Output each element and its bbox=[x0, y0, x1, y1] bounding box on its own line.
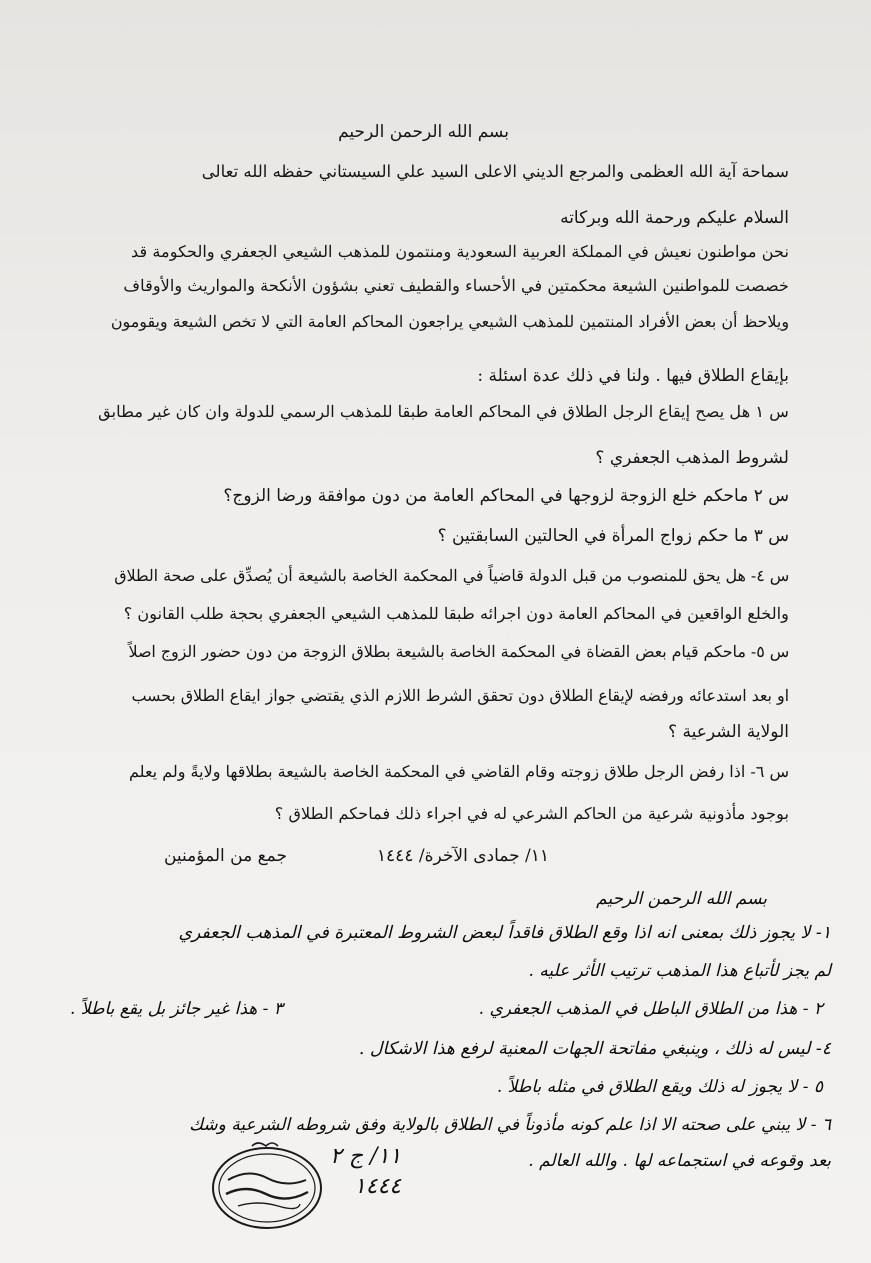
reply-answer-6-cont: بعد وقوعه في استجماعه لها . والله العالم . bbox=[528, 1151, 831, 1171]
reply-answer-3: ٣ - هذا غير جائز بل يقع باطلاً . bbox=[70, 999, 283, 1019]
intro-line: بإيقاع الطلاق فيها . ولنا في ذلك عدة اسئلة : bbox=[477, 366, 789, 386]
question-3: س ٣ ما حكم زواج المرأة في الحالتين السابقتين ؟ bbox=[437, 526, 789, 546]
intro-line: نحن مواطنون نعيش في المملكة العربية السعودية ومنتمون للمذهب الشيعي الجعفري والحكومة قد bbox=[131, 242, 789, 261]
reply-answer-4: ٤- ليس له ذلك ، وينبغي مفاتحة الجهات المعنية لرفع هذا الاشكال . bbox=[358, 1039, 831, 1059]
reply-answer-2: ٢ - هذا من الطلاق الباطل في المذهب الجعفري . bbox=[478, 999, 823, 1019]
basmala: بسم الله الرحمن الرحيم bbox=[338, 122, 509, 142]
reply-date bbox=[330, 1142, 401, 1202]
reply-date-day-month: ١١/ ج ٢ bbox=[330, 1144, 402, 1169]
question-4-cont: والخلع الواقعين في المحاكم العامة دون اجرائه طبقا للمذهب الشيعي الجعفري بحجة طلب القانون ؟ bbox=[123, 604, 789, 623]
reply-answer-6: ٦ - لا يبني على صحته الا اذا علم كونه مأذوناً في الطلاق بالولاية وفق شروطه الشرعية وشك bbox=[189, 1115, 831, 1135]
reply-basmala: بسم الله الرحمن الرحيم bbox=[596, 889, 767, 909]
question-6-cont: بوجود مأذونية شرعية من الحاكم الشرعي له في اجراء ذلك فماحكم الطلاق ؟ bbox=[274, 804, 789, 823]
question-5: س ٥- ماحكم قيام بعض القضاة في المحكمة الخاصة بالشيعة بطلاق الزوجة من دون حضور الزوج اصلاً bbox=[128, 642, 789, 661]
reply-date-year: ١٤٤٤ bbox=[353, 1174, 402, 1199]
intro-line: خصصت للمواطنين الشيعة محكمتين في الأحساء والقطيف تعني بشؤون الأنكحة والمواريث والأوقاف bbox=[123, 276, 789, 295]
letter-date: ١١/ جمادى الآخرة/ ١٤٤٤ bbox=[376, 846, 549, 866]
reply-answer-5: ٥ - لا يجوز له ذلك ويقع الطلاق في مثله باطلاً . bbox=[496, 1077, 823, 1097]
reply-answer-1-cont: لم يجز لأتباع هذا المذهب ترتيب الأثر عليه . bbox=[528, 961, 831, 981]
question-1-cont: لشروط المذهب الجعفري ؟ bbox=[595, 448, 789, 468]
intro-line: ويلاحظ أن بعض الأفراد المنتمين للمذهب الشيعي يراجعون المحاكم العامة التي لا تخص الشيعة ويقومون bbox=[110, 312, 789, 331]
question-2: س ٢ ماحكم خلع الزوجة لزوجها في المحاكم العامة من دون موافقة ورضا الزوج؟ bbox=[223, 486, 789, 506]
question-5-cont: الولاية الشرعية ؟ bbox=[668, 722, 789, 742]
question-1: س ١ هل يصح إيقاع الرجل الطلاق في المحاكم العامة طبقا للمذهب الرسمي للدولة وان كان غير مطابق bbox=[98, 402, 789, 421]
question-5-cont: او بعد استدعائه ورفضه لإيقاع الطلاق دون تحقق الشرط اللازم الذي يقتضي جواز ايقاع الطلاق بحسب bbox=[131, 686, 789, 705]
question-4: س ٤- هل يحق للمنصوب من قبل الدولة قاضياً في المحكمة الخاصة بالشيعة أن يُصدِّق على صحة الطلاق bbox=[114, 566, 789, 585]
reply-answer-1: ١- لا يجوز ذلك بمعنى انه اذا وقع الطلاق فاقداً لبعض الشروط المعتبرة في المذهب الجعفري bbox=[178, 923, 831, 943]
office-seal-stamp bbox=[208, 1138, 326, 1234]
letter-signature: جمع من المؤمنين bbox=[163, 846, 287, 866]
addressee: سماحة آية الله العظمى والمرجع الديني الاعلى السيد علي السيستاني حفظه الله تعالى bbox=[201, 162, 789, 181]
greeting: السلام عليكم ورحمة الله وبركاته bbox=[560, 208, 789, 228]
question-6: س ٦- اذا رفض الرجل طلاق زوجته وقام القاضي في المحكمة الخاصة بالشيعة بطلاقها ولايةً ولم يعلم bbox=[129, 762, 789, 781]
